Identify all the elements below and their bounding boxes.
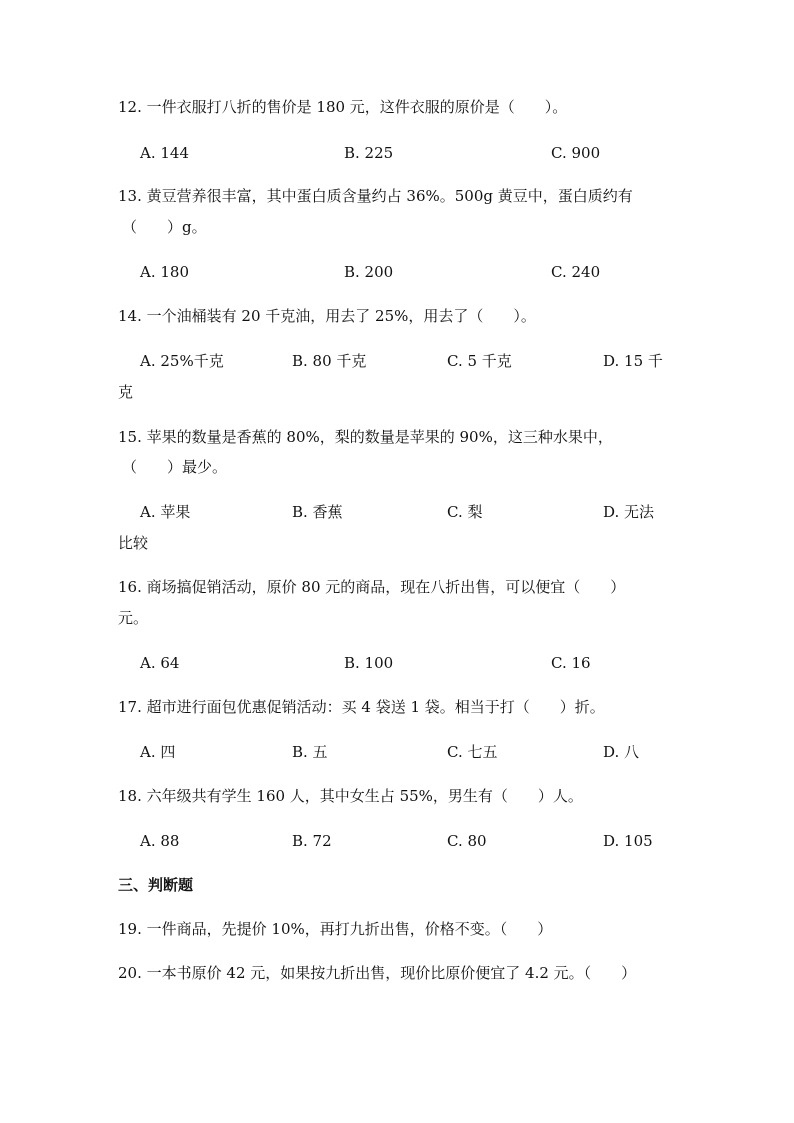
q15-option-d: D. 无法	[603, 503, 655, 521]
question-15-stem	[118, 427, 613, 447]
q18-option-a: A. 88	[140, 832, 180, 850]
q17-option-d: D. 八	[603, 743, 640, 761]
question-13-stem-cont: （ ）g。	[122, 218, 207, 236]
question-number: 13.	[118, 187, 142, 205]
q16-option-c: C. 16	[551, 654, 591, 672]
question-text: 一件衣服打八折的售价是 180 元，这件衣服的原价是（ ）。	[146, 98, 568, 116]
q15-option-b: B. 香蕉	[292, 503, 343, 521]
q18-option-d: D. 105	[603, 832, 653, 850]
question-text: 一件商品，先提价 10%，再打九折出售，价格不变。（ ）	[146, 920, 553, 938]
question-number: 15.	[118, 428, 142, 446]
question-16-stem-cont: 元。	[118, 609, 149, 627]
question-text: 黄豆营养很丰富，其中蛋白质含量约占 36%。500g 黄豆中，蛋白质约有	[146, 187, 633, 205]
q14-option-d-wrap: 克	[118, 383, 134, 401]
question-18-stem	[118, 786, 583, 806]
q13-option-a: A. 180	[140, 263, 189, 281]
question-number: 14.	[118, 307, 142, 325]
q13-option-b: B. 200	[344, 263, 394, 281]
q17-option-b: B. 五	[292, 743, 328, 761]
q14-option-d: D. 15 千	[603, 352, 663, 370]
q12-option-c: C. 900	[551, 144, 601, 162]
question-15-stem-cont: （ ）最少。	[122, 458, 228, 476]
q14-option-c: C. 5 千克	[447, 352, 512, 370]
question-number: 12.	[118, 98, 142, 116]
question-text: 一本书原价 42 元，如果按九折出售，现价比原价便宜了 4.2 元。（ ）	[146, 964, 637, 982]
question-text: 苹果的数量是香蕉的 80%，梨的数量是苹果的 90%，这三种水果中，	[146, 428, 613, 446]
q17-option-a: A. 四	[140, 743, 176, 761]
question-14-stem	[118, 306, 536, 326]
question-text: 超市进行面包优惠促销活动：买 4 袋送 1 袋。相当于打（ ）折。	[146, 698, 605, 716]
q16-option-a: A. 64	[140, 654, 180, 672]
question-text: 六年级共有学生 160 人，其中女生占 55%，男生有（ ）人。	[146, 787, 583, 805]
q17-option-c: C. 七五	[447, 743, 498, 761]
q16-option-b: B. 100	[344, 654, 394, 672]
q14-option-b: B. 80 千克	[292, 352, 367, 370]
q14-option-a: A. 25%千克	[140, 352, 224, 370]
section-heading: 三、判断题	[118, 876, 194, 894]
q18-option-c: C. 80	[447, 832, 487, 850]
question-17-stem	[118, 697, 605, 717]
q12-option-b: B. 225	[344, 144, 394, 162]
question-number: 17.	[118, 698, 142, 716]
question-number: 18.	[118, 787, 142, 805]
q15-option-a: A. 苹果	[140, 503, 191, 521]
q15-option-d-wrap: 比较	[118, 534, 149, 552]
question-13-stem	[118, 186, 633, 206]
question-20	[118, 963, 636, 983]
q15-option-c: C. 梨	[447, 503, 483, 521]
question-12-stem	[118, 97, 567, 117]
question-19	[118, 919, 552, 939]
question-number: 19.	[118, 920, 142, 938]
question-16-stem	[118, 577, 625, 597]
q18-option-b: B. 72	[292, 832, 332, 850]
question-number: 20.	[118, 964, 142, 982]
question-text: 一个油桶装有 20 千克油，用去了 25%，用去了（ ）。	[146, 307, 536, 325]
question-number: 16.	[118, 578, 142, 596]
question-text: 商场搞促销活动，原价 80 元的商品，现在八折出售，可以便宜（ ）	[146, 578, 626, 596]
q12-option-a: A. 144	[140, 144, 189, 162]
q13-option-c: C. 240	[551, 263, 601, 281]
